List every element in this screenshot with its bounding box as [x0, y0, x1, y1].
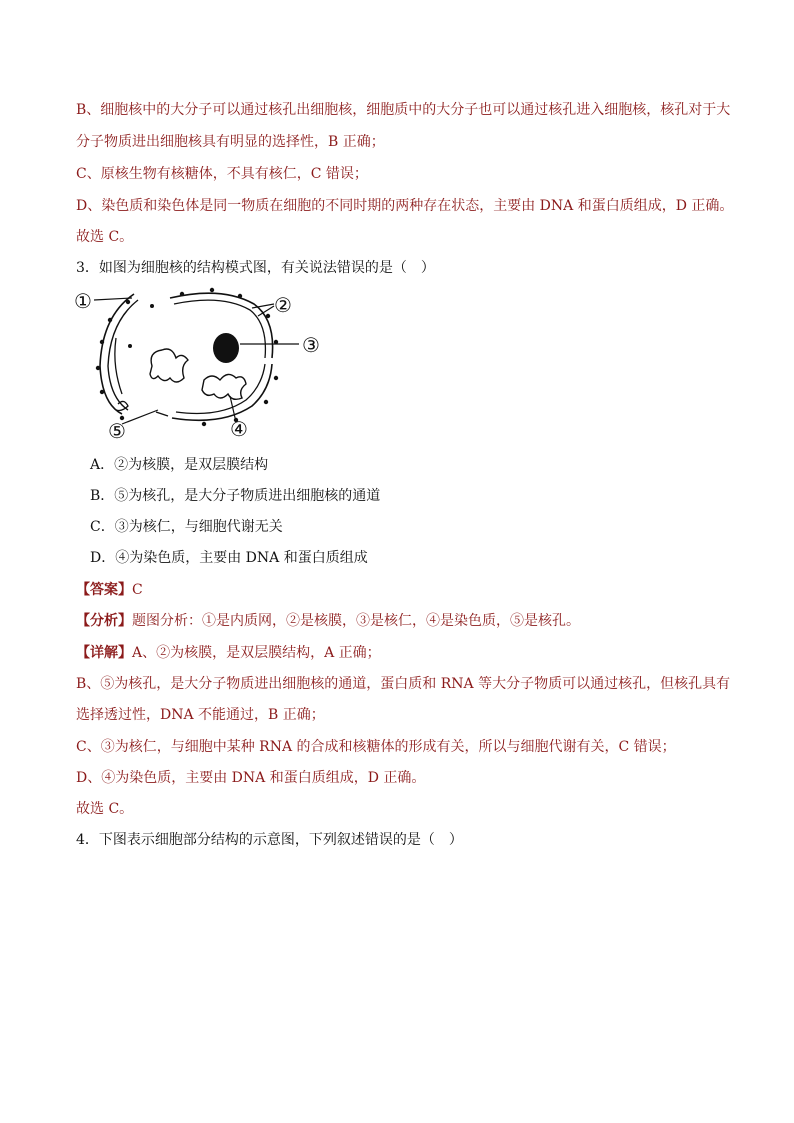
nuclear-pore-edge	[156, 412, 168, 416]
prev-conclusion: 故选 C。	[76, 229, 134, 245]
figure-label-2: ②	[274, 293, 292, 317]
analysis-text: 题图分析：①是内质网，②是核膜，③是核仁，④是染色质，⑤是核孔。	[132, 613, 580, 629]
detail-a: A、②为核膜，是双层膜结构，A 正确；	[132, 645, 381, 661]
q3-detail-c: C、③为核仁，与细胞中某种 RNA 的合成和核糖体的形成有关，所以与细胞代谢有关，C 错误；	[76, 739, 676, 755]
q3-option-b[interactable]: B．⑤为核孔，是大分子物质进出细胞核的通道	[90, 488, 381, 504]
figure-label-4: ④	[230, 417, 248, 441]
nuclear-envelope-left	[115, 338, 122, 394]
q3-detail-row	[76, 644, 381, 662]
q3-option-c[interactable]: C．③为核仁，与细胞代谢无关	[90, 519, 283, 535]
prev-explanation-c-line: C、原核生物有核糖体，不具有核仁，C 错误；	[76, 166, 368, 182]
detail-tag: 【详解】	[76, 645, 132, 661]
chromatin-right	[202, 374, 246, 399]
q3-conclusion: 故选 C。	[76, 801, 134, 817]
figure-label-1: ①	[74, 289, 92, 313]
prev-explanation-b-line2: 分子物质进出细胞核具有明显的选择性，B 正确；	[76, 134, 385, 150]
q3-detail-b-line2: 选择透过性，DNA 不能通过，B 正确；	[76, 707, 325, 723]
figure-label-5: ⑤	[108, 419, 126, 442]
chromatin-left	[150, 349, 188, 382]
q3-option-a[interactable]: A．②为核膜，是双层膜结构	[90, 457, 269, 473]
q3-stem: 3．如图为细胞核的结构模式图，有关说法错误的是（ ）	[76, 260, 435, 276]
q3-analysis-row	[76, 612, 580, 630]
q3-detail-b-line1: B、⑤为核孔，是大分子物质进出细胞核的通道，蛋白质和 RNA 等大分子物质可以通过核孔，但核孔具有	[76, 676, 731, 692]
nucleolus	[213, 333, 239, 363]
figure-label-3: ③	[302, 333, 320, 357]
prev-explanation-b-line1: B、细胞核中的大分子可以通过核孔出细胞核，细胞质中的大分子也可以通过核孔进入细胞核，核孔对于大	[76, 102, 731, 118]
answer-tag: 【答案】	[76, 582, 132, 598]
q3-option-d[interactable]: D．④为染色质，主要由 DNA 和蛋白质组成	[90, 550, 368, 566]
answer-value: C	[132, 582, 143, 598]
nuclear-envelope-bottom-outer	[172, 364, 272, 420]
nucleus-structure-figure	[72, 286, 330, 442]
analysis-tag: 【分析】	[76, 613, 132, 629]
er-outer-arc-left	[100, 294, 134, 414]
prev-explanation-d-line: D、染色质和染色体是同一物质在细胞的不同时期的两种存在状态，主要由 DNA 和蛋白质组成，D 正确。	[76, 198, 734, 214]
q3-answer-row	[76, 581, 143, 599]
q4-stem: 4．下图表示细胞部分结构的示意图，下列叙述错误的是（ ）	[76, 832, 463, 848]
q3-detail-d: D、④为染色质，主要由 DNA 和蛋白质组成，D 正确。	[76, 770, 426, 786]
